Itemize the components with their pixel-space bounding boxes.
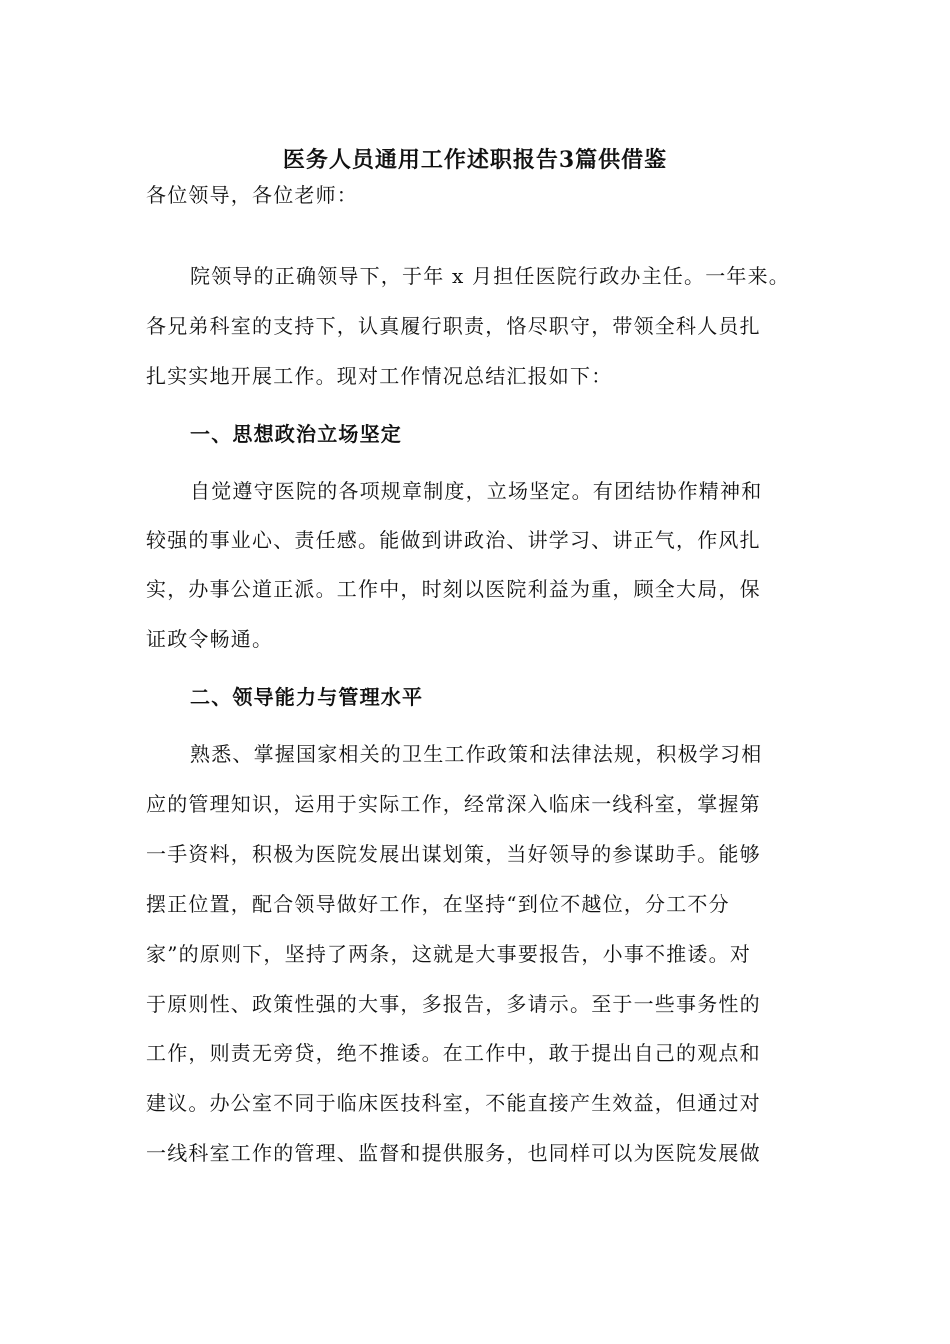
paragraph-line: 工作，则责无旁贷，绝不推诿。在工作中，敢于提出自己的观点和 <box>146 1041 761 1065</box>
section-heading: 二、领导能力与管理水平 <box>190 685 424 709</box>
paragraph-line: 各兄弟科室的支持下，认真履行职责，恪尽职守，带领全科人员扎 <box>146 314 761 338</box>
paragraph-line: 证政令畅通。 <box>146 627 274 651</box>
paragraph-line: 一线科室工作的管理、监督和提供服务，也同样可以为医院发展做 <box>146 1141 761 1165</box>
paragraph-line: 家”的原则下，坚持了两条，这就是大事要报告，小事不推诿。对 <box>146 942 752 966</box>
paragraph-line: 较强的事业心、责任感。能做到讲政治、讲学习、讲正气，作风扎 <box>146 528 761 552</box>
paragraph-line: 建议。办公室不同于临床医技科室，不能直接产生效益，但通过对 <box>146 1091 761 1115</box>
paragraph-line: 院领导的正确领导下，于年 x 月担任医院行政办主任。一年来。 <box>190 264 790 288</box>
paragraph-line: 自觉遵守医院的各项规章制度，立场坚定。有团结协作精神和 <box>190 479 763 503</box>
paragraph-line: 摆正位置，配合领导做好工作，在坚持“到位不越位，分工不分 <box>146 892 730 916</box>
salutation: 各位领导，各位老师： <box>146 183 358 207</box>
paragraph-line: 实，办事公道正派。工作中，时刻以医院利益为重，顾全大局，保 <box>146 577 761 601</box>
paragraph-line: 扎实实地开展工作。现对工作情况总结汇报如下： <box>146 364 613 388</box>
section-heading: 一、思想政治立场坚定 <box>190 422 402 446</box>
paragraph-line: 应的管理知识，运用于实际工作，经常深入临床一线科室，掌握第 <box>146 792 761 816</box>
paragraph-line: 一手资料，积极为医院发展出谋划策，当好领导的参谋助手。能够 <box>146 842 761 866</box>
paragraph-line: 熟悉、掌握国家相关的卫生工作政策和法律法规，积极学习相 <box>190 742 763 766</box>
paragraph-line: 于原则性、政策性强的大事，多报告，多请示。至于一些事务性的 <box>146 992 761 1016</box>
document-title: 医务人员通用工作述职报告3篇供借鉴 <box>282 147 668 173</box>
